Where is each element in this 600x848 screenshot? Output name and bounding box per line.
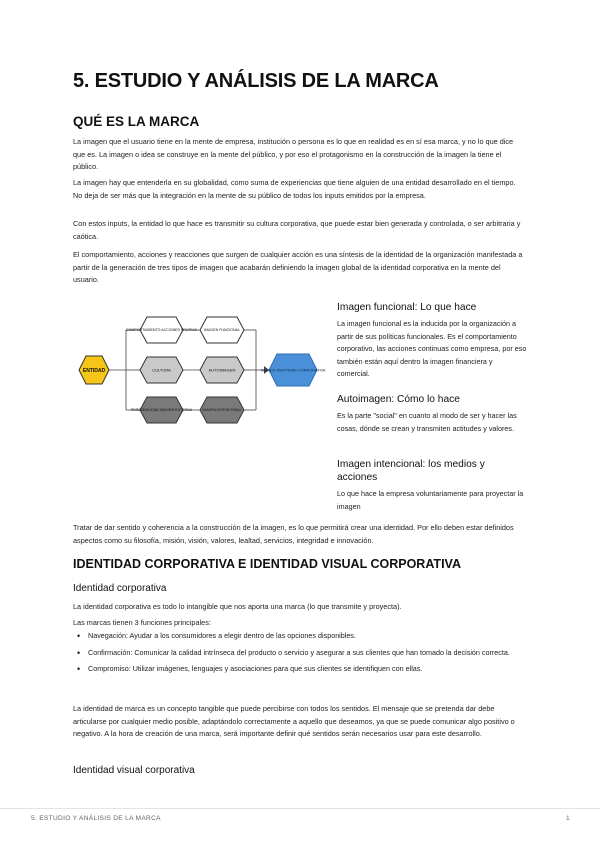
paragraph: Las marcas tienen 3 funciones principales:: [73, 618, 211, 627]
hexagon-label: CULTURA: [152, 367, 171, 373]
result-label: IMAGEN IDENTIDAD CORPORATIVA: [260, 368, 326, 373]
section-heading-que-es-la-marca: QUÉ ES LA MARCA: [73, 114, 200, 129]
hexagon-label: IMAGEN FUNCIONAL: [204, 328, 240, 332]
side-item-autoimagen: [337, 393, 527, 435]
page-footer: [0, 808, 600, 822]
hexagon-label: COMPORTAMIENTO ACCIONES PROPIAS: [126, 328, 197, 332]
paragraph: La imagen que el usuario tiene en la mente de empresa, institución o persona es lo que en realidad es en sí esa marca, y no lo que dice que es. La imagen o idea se construye en la mente del público, y por eso el protagonismo en la construcción de la imagen la tiene el público.: [73, 137, 514, 172]
page-number: 1: [566, 815, 570, 822]
hexagon-label: PERSONALIDAD IMAGEN EXTERNA: [130, 408, 193, 412]
hexagon-label: AUTOIMAGEN: [208, 367, 236, 373]
brand-image-diagram: [78, 308, 330, 438]
list-item: • Compromiso: Utilizar imágenes, lenguajes y asociaciones para que sus clientes se identifiquen con ellas.: [73, 663, 528, 676]
list-item: • Confirmación: Comunicar la calidad intrínseca del producto o servicio y asegurar a sus clientes que han tomado la decisión correcta.: [73, 647, 528, 660]
subheading-identidad-visual-corporativa: Identidad visual corporativa: [73, 765, 195, 776]
hexagon-label: IMAGEN INTENCIONAL: [202, 408, 242, 412]
section-heading-identidad-corporativa: IDENTIDAD CORPORATIVA E IDENTIDAD VISUAL CORPORATIVA: [73, 557, 461, 571]
side-item-text: Es la parte "social" en cuanto al modo de ser y hacer las cosas, dónde se crean y transmiten actitudes y valores.: [337, 411, 517, 433]
side-item-heading: Autoimagen: Cómo lo hace: [337, 394, 460, 405]
list-item: • Navegación: Ayudar a los consumidores a elegir dentro de las opciones disponibles.: [73, 630, 528, 643]
brand-functions-list: [73, 630, 528, 680]
paragraph: El comportamiento, acciones y reacciones que surgen de cualquier acción es una síntesis de la identidad de la organización manifestada a partir de la generación de tres tipos de imagen que acabarán definiendo la imagen global de la identidad corporativa en la mente del usuario.: [73, 250, 523, 285]
paragraph: Con estos inputs, la entidad lo que hace es transmitir su cultura corporativa, que puede estar bien generada y controlada, o ser arbitraria y caótica.: [73, 219, 521, 241]
footer-text: 5. ESTUDIO Y ANÁLISIS DE LA MARCA: [31, 815, 161, 822]
paragraph: La identidad de marca es un concepto tangible que puede percibirse con todos los sentidos. El mensaje que se pretenda dar debe articularse por cualquier medio posible, adaptándolo correctamente a aquello que deseamos, ya que se puede comunicar algo positivo o negativo. A la hora de creación de una marca, será importante definir qué sentidos serán necesarios usar para este desarrollo.: [73, 704, 515, 739]
side-item-heading: Imagen intencional: los medios y acciones: [337, 459, 485, 483]
paragraph: La identidad corporativa es todo lo intangible que nos aporta una marca (lo que transmite y proyecta).: [73, 602, 402, 611]
entity-label: ENTIDAD: [82, 368, 106, 374]
side-item-imagen-funcional: [337, 301, 527, 381]
side-item-text: Lo que hace la empresa voluntariamente para proyectar la imagen: [337, 489, 524, 511]
paragraph: La imagen hay que entenderla en su globalidad, como suma de experiencias que tiene alguien de una entidad desarrollado en el tiempo. No deja de ser más que la integración en la mente de su público de todos los inputs emitidos por la empresa.: [73, 178, 516, 200]
page-title: 5. ESTUDIO Y ANÁLISIS DE LA MARCA: [73, 70, 439, 92]
closing-paragraph: Tratar de dar sentido y coherencia a la construcción de la imagen, es lo que permitirá crear una identidad. Por ello deben estar definidos aspectos como su filosofía, misión, visión, valores, lealtad, servicios, integridad e innovación.: [73, 523, 514, 545]
side-item-imagen-intencional: [337, 458, 527, 513]
side-item-heading: Imagen funcional: Lo que hace: [337, 302, 477, 313]
subheading-identidad-corporativa: Identidad corporativa: [73, 583, 167, 594]
side-item-text: La imagen funcional es la inducida por la organización a partir de sus políticas funcionales. Es el comportamiento corporativo, las acciones continuas como empresa, por eso también están aquí dentro la imagen financiera y comercial.: [337, 319, 527, 378]
